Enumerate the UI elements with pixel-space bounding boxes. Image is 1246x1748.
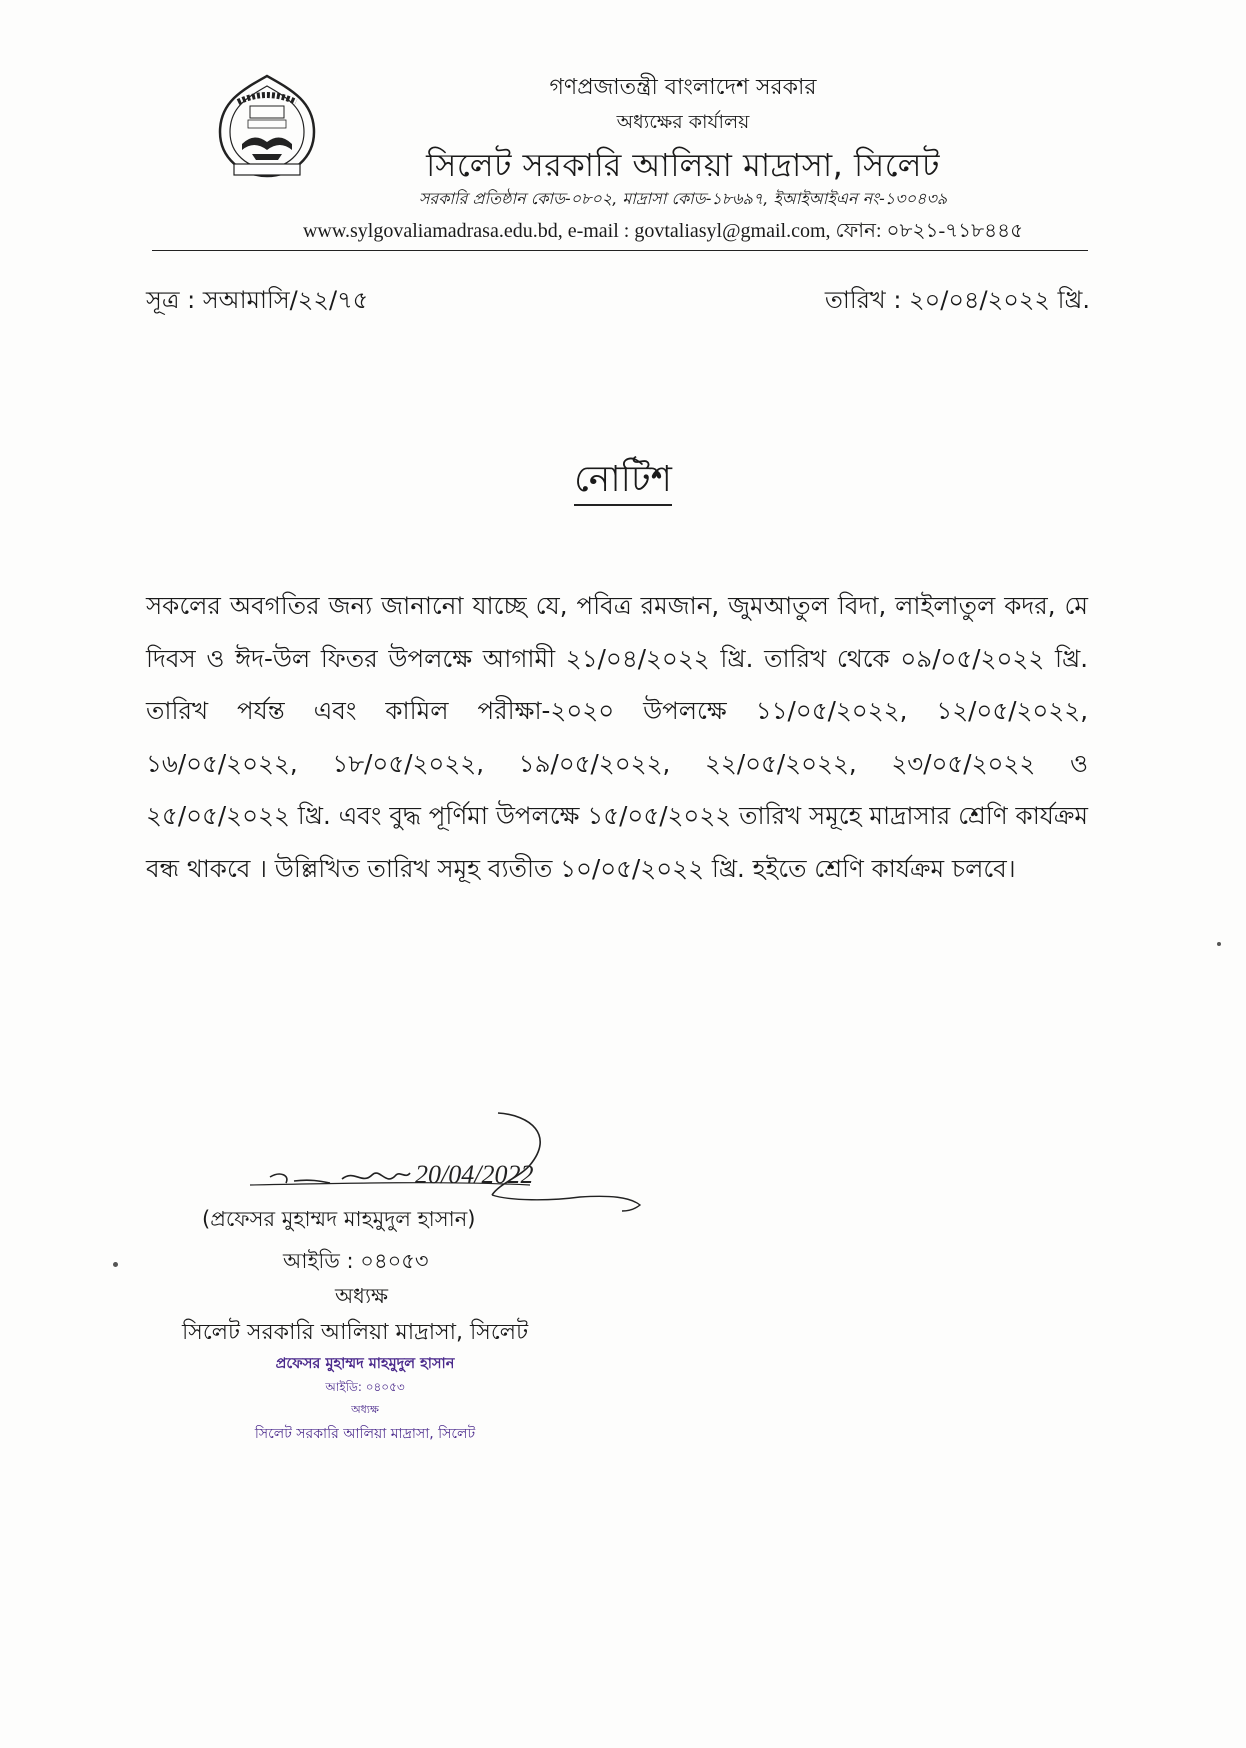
notice-title-text: নোটিশ — [574, 459, 672, 506]
scan-speck — [113, 1262, 118, 1267]
seal-id: আইডি: ০৪০৫৩ — [325, 1380, 405, 1394]
scan-speck — [1217, 942, 1221, 946]
institution-codes: সরকারি প্রতিষ্ঠান কোড-০৮০২, মাদ্রাসা কোড-১৮৬৯৭, ইআইআইএন নং-১৩০৪৩৯ — [418, 189, 948, 208]
seal-designation: অধ্যক্ষ — [351, 1403, 379, 1416]
signatory-designation: অধ্যক্ষ — [335, 1284, 389, 1308]
official-seal — [250, 1353, 480, 1446]
signatory-institution: সিলেট সরকারি আলিয়া মাদ্রাসা, সিলেট — [182, 1320, 529, 1345]
handwritten-date: 20/04/2022 — [415, 1160, 534, 1189]
signatory-name: (প্রফেসর মুহাম্মদ মাহমুদুল হাসান) — [202, 1207, 476, 1231]
office-name: অধ্যক্ষের কার্যালয় — [616, 111, 750, 133]
institution-name: সিলেট সরকারি আলিয়া মাদ্রাসা, সিলেট — [426, 146, 940, 184]
notice-title — [0, 452, 1246, 512]
notice-body: সকলের অবগতির জন্য জানানো যাচ্ছে যে, পবিত্র রমজান, জুমআতুল বিদা, লাইলাতুল কদর, মে দিবস ও ঈদ-উল ফিতর উপলক্ষে আগামী ২১/০৪/২০২২ খ্রি. তারিখ থেকে ০৯/০৫/২০২২ খ্রি. তারিখ পর্যন্ত এবং কামিল পরীক্ষা-২০২০ উপলক্ষে ১১/০৫/২০২২, ১২/০৫/২০২২, ১৬/০৫/২০২২, ১৮/০৫/২০২২, ১৯/০৫/২০২২, ২২/০৫/২০২২, ২৩/০৫/২০২২ ও ২৫/০৫/২০২২ খ্রি. এবং বুদ্ধ পূর্ণিমা উপলক্ষে ১৫/০৫/২০২২ তারিখ সমূহে মাদ্রাসার শ্রেণি কার্যক্রম বন্ধ থাকবে । উল্লিখিত তারিখ সমূহ ব্যতীত ১০/০৫/২০২২ খ্রি. হইতে শ্রেণি কার্যক্রম চলবে। — [146, 591, 1088, 883]
signatory-id: আইডি : ০৪০৫৩ — [283, 1249, 429, 1273]
seal-institution: সিলেট সরকারি আলিয়া মাদ্রাসা, সিলেট — [254, 1426, 476, 1442]
seal-name: প্রফেসর মুহাম্মদ মাহমুদুল হাসান — [275, 1356, 455, 1372]
header-divider — [152, 250, 1088, 251]
contact-line: www.sylgovaliamadrasa.edu.bd, e-mail : govtaliasyl@gmail.com, ফোন: ০৮২১-৭১৮৪৪৫ — [302, 220, 1024, 242]
government-name: গণপ্রজাতন্ত্রী বাংলাদেশ সরকার — [549, 75, 817, 100]
reference-number: সূত্র : সআমাসি/২২/৭৫ — [146, 286, 369, 314]
notice-date: তারিখ : ২০/০৪/২০২২ খ্রি. — [824, 286, 1090, 314]
